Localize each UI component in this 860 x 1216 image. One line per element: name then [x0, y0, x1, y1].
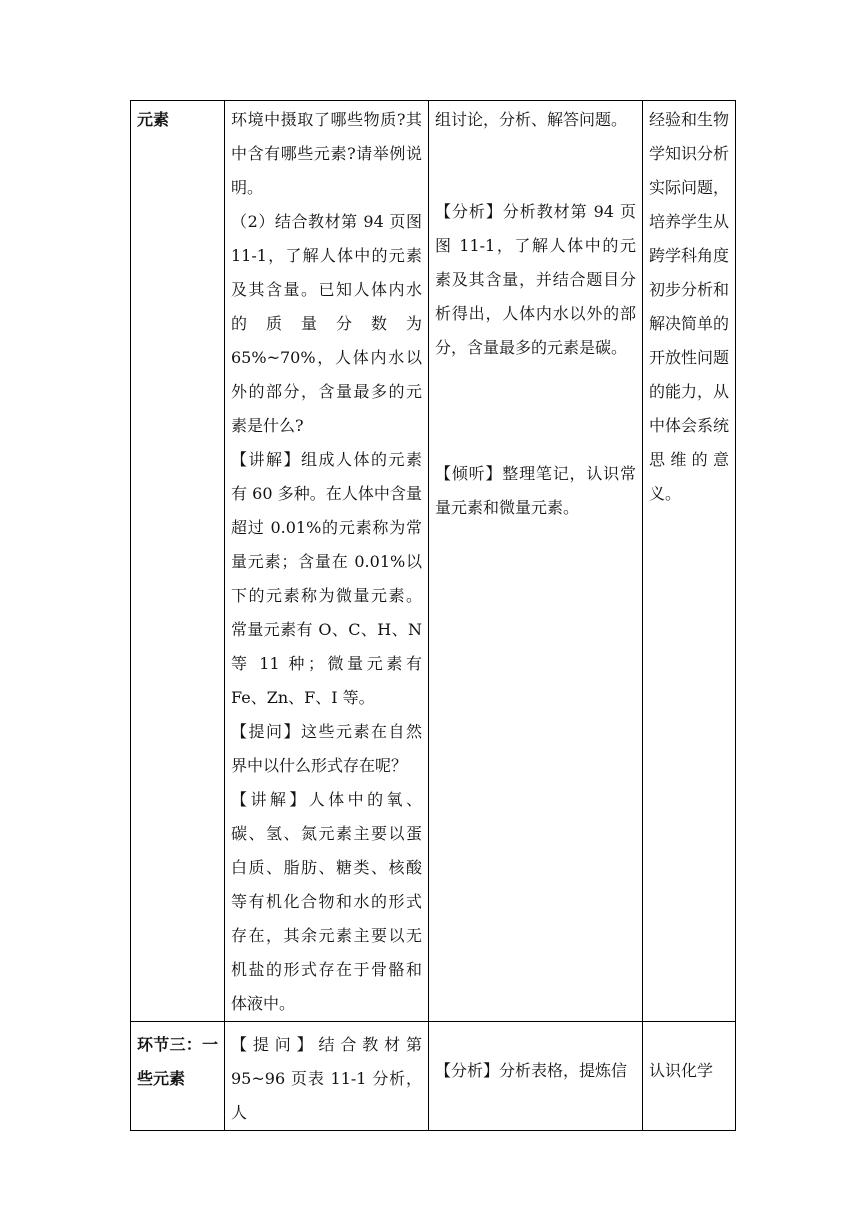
teacher-paragraph: 【提问】这些元素在自然界中以什么形式存在呢？: [231, 722, 422, 775]
table-row: [131, 101, 736, 1022]
section-title: 环节三：一些元素: [137, 1035, 218, 1088]
teacher-activity-cell: [225, 1022, 429, 1131]
section-cell: [131, 1022, 225, 1131]
teacher-activity-cell: [225, 101, 429, 1022]
teacher-paragraph: （2）结合教材第 94 页图 11-1，了解人体中的元素及其含量。已知人体内水的质量分数为 65%~70%，人体内水以外的部分，含量最多的元素是什么?: [231, 212, 422, 435]
teacher-paragraph: 环境中摄取了哪些物质?其中含有哪些元素?请举例说明。: [231, 110, 422, 197]
student-paragraph: 【分析】分析教材第 94 页图 11-1，了解人体中的元素及其含量，并结合题目分析得出，人体内水以外的部分，含量最多的元素是碳。: [435, 202, 636, 357]
student-activity-cell: [429, 1022, 643, 1131]
design-intent-cell: [643, 101, 736, 1022]
table-row: [131, 1022, 736, 1131]
student-paragraph: 【分析】分析表格，提炼信: [435, 1061, 628, 1080]
section-title: 元素: [137, 110, 170, 129]
lesson-plan-table: [130, 100, 736, 1131]
design-intent-text: 经验和生物学知识分析实际问题，培养学生从跨学科角度初步分析和解决简单的开放性问题的能力，从中体会系统思维的意义。: [649, 110, 730, 503]
teacher-paragraph: 【提问】结合教材第 95~96 页表 11-1 分析，人: [231, 1035, 422, 1122]
design-intent-cell: [643, 1022, 736, 1131]
design-intent-text: 认识化学: [649, 1061, 714, 1080]
student-activity-cell: [429, 101, 643, 1022]
section-cell: [131, 101, 225, 1022]
teacher-paragraph: 【讲解】人体中的氧、碳、氢、氮元素主要以蛋白质、脂肪、糖类、核酸等有机化合物和水的形式存在，其余元素主要以无机盐的形式存在于骨骼和体液中。: [231, 790, 422, 1013]
teacher-paragraph: 【讲解】组成人体的元素有 60 多种。在人体中含量超过 0.01%的元素称为常量元素；含量在 0.01%以下的元素称为微量元素。常量元素有 O、C、H、N 等 11 种；微量元素有 Fe、Zn、F、I 等。: [231, 450, 422, 707]
student-paragraph: 组讨论，分析、解答问题。: [435, 110, 628, 129]
student-paragraph: 【倾听】整理笔记，认识常量元素和微量元素。: [435, 464, 636, 517]
